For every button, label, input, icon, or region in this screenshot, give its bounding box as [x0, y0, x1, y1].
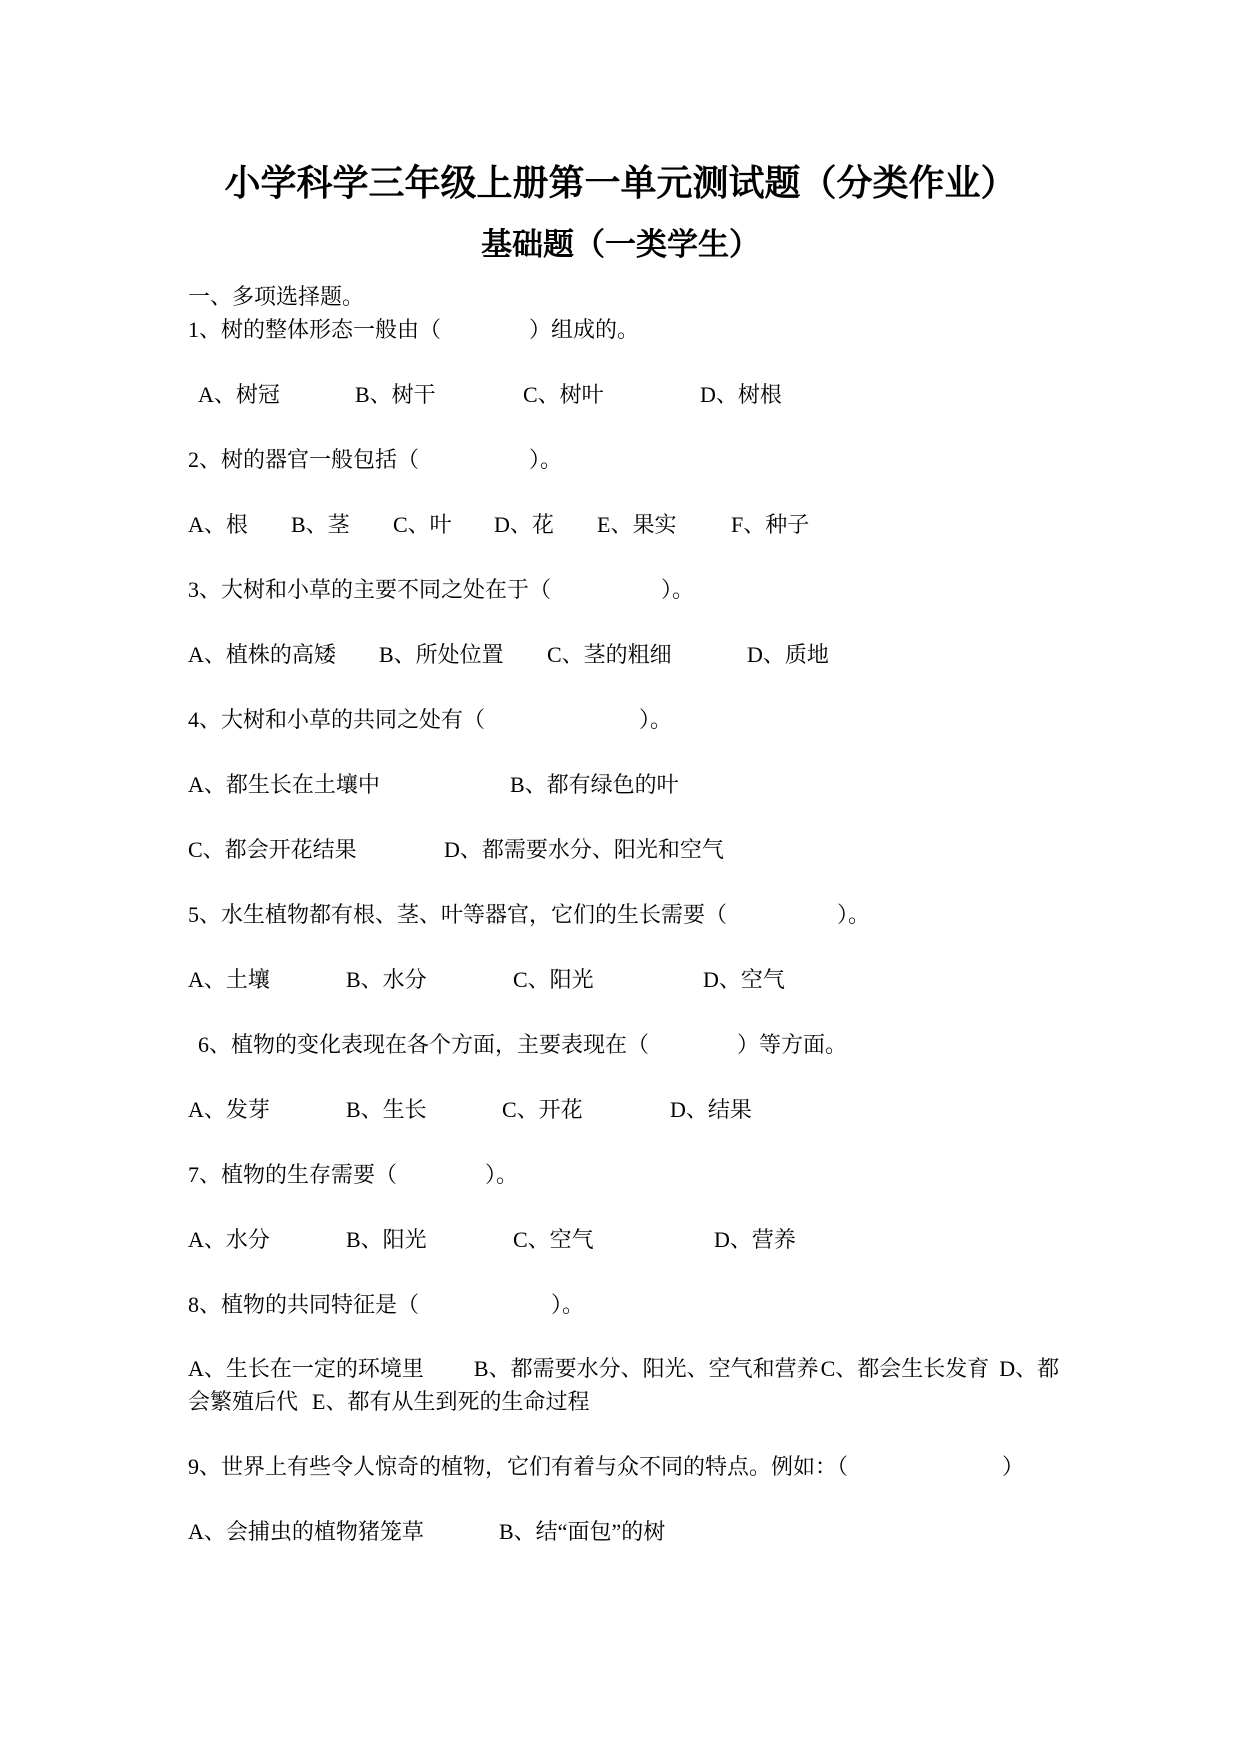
option-d: D、树根	[700, 381, 782, 407]
option-b: B、结“面包”的树	[499, 1519, 666, 1544]
option-f: F、种子	[731, 511, 810, 537]
option-list	[188, 834, 1054, 866]
question-stem: 3、大树和小草的主要不同之处在于（ ）。	[188, 576, 695, 602]
option-a: A、会捕虫的植物猪笼草	[188, 1519, 424, 1544]
question-stem: 7、植物的生存需要（ ）。	[188, 1161, 519, 1187]
option-d: D、质地	[747, 641, 829, 667]
option-b: B、所处位置	[379, 641, 504, 667]
option-c: C、都会生长发育	[820, 1356, 990, 1382]
question-stem: 8、植物的共同特征是（ ）。	[188, 1291, 585, 1317]
option-d: D、营养	[714, 1226, 796, 1252]
question-stem: 9、世界上有些令人惊奇的植物，它们有着与众不同的特点。例如：（ ）	[188, 1454, 1025, 1479]
option-b: B、生长	[346, 1096, 427, 1122]
option-b: B、阳光	[346, 1226, 427, 1252]
option-c: C、阳光	[513, 966, 594, 992]
option-b: B、树干	[355, 381, 436, 407]
question-stem: 4、大树和小草的共同之处有（ ）。	[188, 706, 673, 732]
option-d: D、都需要水分、阳光和空气	[444, 836, 724, 862]
option-b: B、茎	[291, 511, 350, 537]
option-a: A、植株的高矮	[188, 641, 336, 667]
option-b: B、都需要水分、阳光、空气和营养	[473, 1356, 819, 1382]
option-a: A、土壤	[188, 966, 270, 992]
option-e: E、果实	[597, 511, 677, 537]
question-stem: 1、树的整体形态一般由（ ）组成的。	[188, 316, 640, 342]
option-c: C、空气	[513, 1226, 594, 1252]
option-list	[188, 639, 1054, 671]
option-b: B、水分	[346, 966, 427, 992]
option-list	[188, 1353, 1073, 1418]
option-list	[188, 509, 1054, 541]
option-a: A、生长在一定的环境里	[188, 1356, 424, 1382]
option-b: B、都有绿色的叶	[510, 771, 679, 797]
option-a: A、发芽	[188, 1096, 270, 1122]
option-c: C、都会开花结果	[188, 836, 357, 862]
option-list	[188, 769, 1054, 801]
option-list	[188, 964, 1054, 996]
option-a: A、水分	[188, 1226, 270, 1252]
question-stem: 5、水生植物都有根、茎、叶等器官，它们的生长需要（ ）。	[188, 901, 871, 927]
option-d: D、结果	[670, 1096, 752, 1122]
option-a: A、都生长在土壤中	[188, 771, 380, 797]
exam-subtitle: 基础题（一类学生）	[481, 227, 760, 262]
option-c: C、叶	[393, 511, 452, 537]
option-d: D、都会繁殖后代	[188, 1356, 1060, 1414]
option-c: C、树叶	[523, 381, 604, 407]
option-list	[188, 379, 1054, 411]
option-list	[188, 1516, 1054, 1548]
section-heading: 一、多项选择题。	[188, 284, 365, 309]
option-list	[188, 1094, 1054, 1126]
option-d: D、空气	[703, 966, 785, 992]
option-a: A、树冠	[198, 381, 280, 407]
exam-title: 小学科学三年级上册第一单元测试题（分类作业）	[224, 163, 1017, 203]
option-c: C、茎的粗细	[547, 641, 672, 667]
question-stem: 2、树的器官一般包括（ ）。	[188, 446, 563, 472]
option-c: C、开花	[502, 1096, 583, 1122]
option-a: A、根	[188, 511, 248, 537]
option-e: E、都有从生到死的生命过程	[312, 1388, 590, 1414]
option-list	[188, 1224, 1054, 1256]
option-d: D、花	[494, 511, 554, 537]
question-stem: 6、植物的变化表现在各个方面，主要表现在（ ）等方面。	[198, 1031, 848, 1057]
